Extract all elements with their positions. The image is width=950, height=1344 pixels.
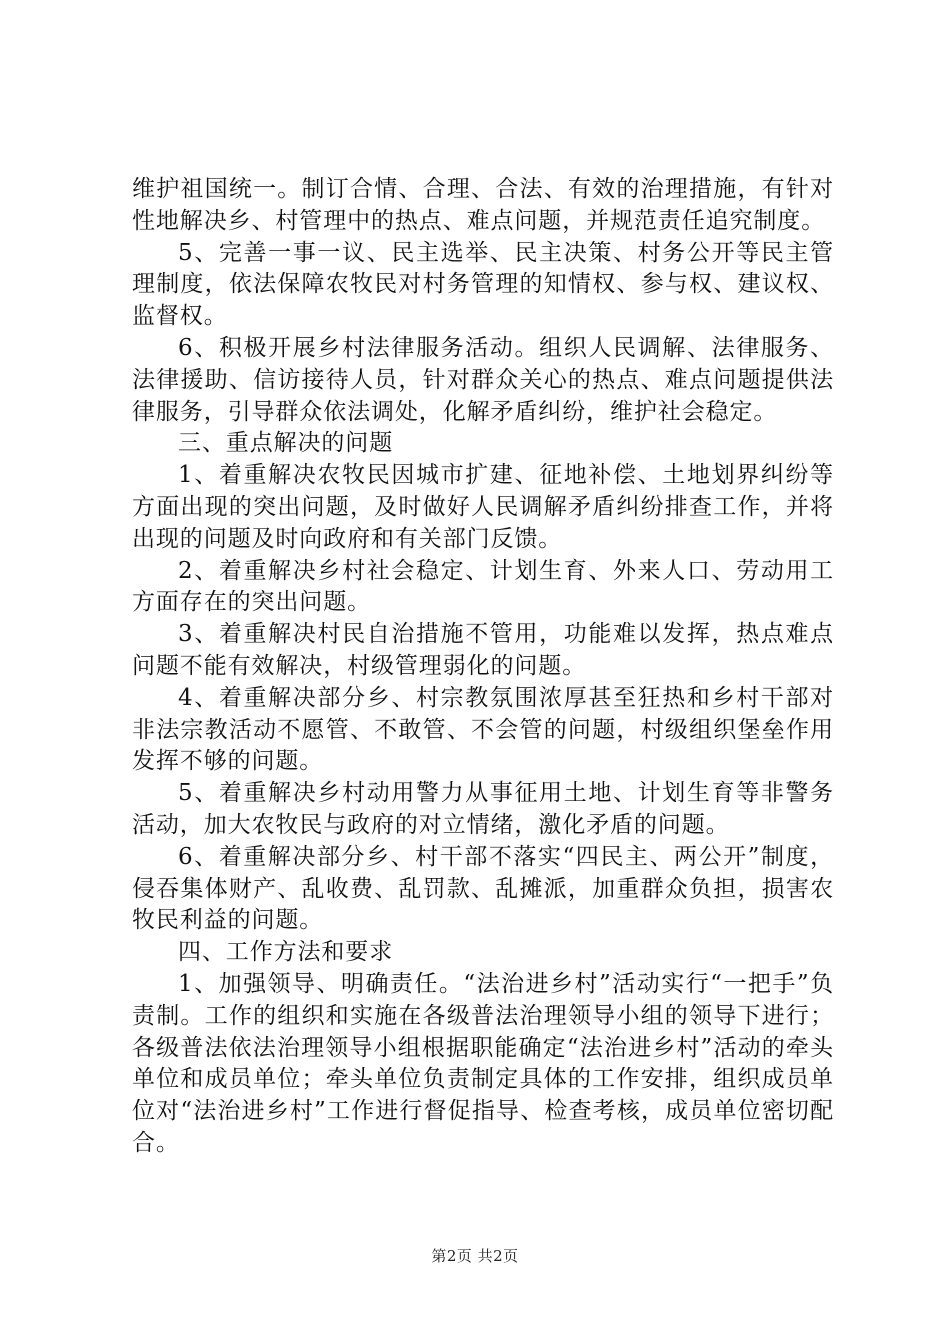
page-footer: 第2页 共2页 bbox=[431, 1247, 519, 1265]
document-body bbox=[132, 174, 834, 1160]
paragraph: 1、着重解决农牧民因城市扩建、征地补偿、土地划界纠纷等方面出现的突出问题，及时做好人民调解矛盾纠纷排查工作，并将出现的问题及时向政府和有关部门反馈。 bbox=[132, 462, 834, 552]
paragraph: 2、着重解决乡村社会稳定、计划生育、外来人口、劳动用工方面存在的突出问题。 bbox=[132, 557, 834, 616]
paragraph: 3、着重解决村民自治措施不管用，功能难以发挥，热点难点问题不能有效解决，村级管理弱化的问题。 bbox=[132, 621, 834, 679]
paragraph: 5、完善一事一议、民主选举、民主决策、村务公开等民主管理制度，依法保障农牧民对村务管理的知情权、参与权、建议权、监督权。 bbox=[132, 239, 834, 330]
paragraph: 6、积极开展乡村法律服务活动。组织人民调解、法律服务、法律援助、信访接待人员，针对群众关心的热点、难点问题提供法律服务，引导群众依法调处，化解矛盾纠纷，维护社会稳定。 bbox=[132, 334, 834, 425]
section-heading: 四、工作方法和要求 bbox=[178, 939, 394, 966]
paragraph: 维护祖国统一。制订合情、合理、合法、有效的治理措施，有针对性地解决乡、村管理中的热点、难点问题，并规范责任追究制度。 bbox=[132, 176, 834, 234]
section-heading: 三、重点解决的问题 bbox=[178, 430, 394, 457]
paragraph: 1、加强领导、明确责任。“法治进乡村”活动实行“一把手”负责制。工作的组织和实施在各级普法治理领导小组的领导下进行；各级普法依法治理领导小组根据职能确定“法治进乡村”活动的牵头单位和成员单位；牵头单位负责制定具体的工作安排，组织成员单位对“法治进乡村”工作进行督促指导、检查考核，成员单位密切配合。 bbox=[132, 970, 834, 1156]
paragraph: 5、着重解决乡村动用警力从事征用土地、计划生育等非警务活动，加大农牧民与政府的对立情绪，激化矛盾的问题。 bbox=[132, 780, 834, 838]
paragraph: 6、着重解决部分乡、村干部不落实“四民主、两公开”制度，侵吞集体财产、乱收费、乱罚款、乱摊派，加重群众负担，损害农牧民利益的问题。 bbox=[132, 843, 834, 934]
paragraph: 4、着重解决部分乡、村宗教氛围浓厚甚至狂热和乡村干部对非法宗教活动不愿管、不敢管、不会管的问题，村级组织堡垒作用发挥不够的问题。 bbox=[132, 684, 834, 775]
